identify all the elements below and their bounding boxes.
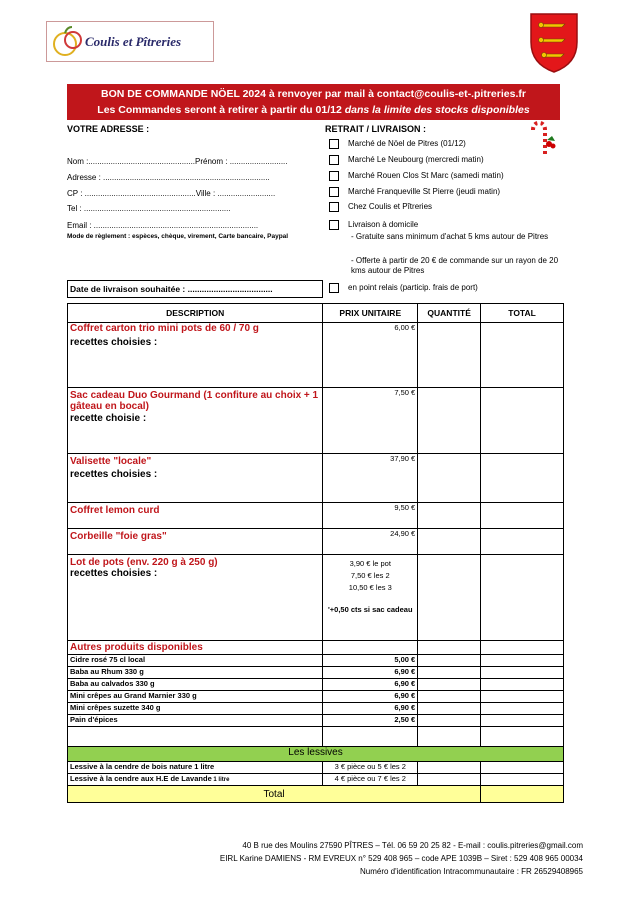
item-name: Sac cadeau Duo Gourmand (1 confiture au choix + 1 gâteau en bocal) <box>70 390 319 412</box>
total-cell[interactable] <box>481 503 564 529</box>
delivery-title: RETRAIT / LIVRAISON : <box>325 124 426 134</box>
table-row <box>68 555 564 641</box>
total-cell[interactable] <box>481 667 564 679</box>
quantity-cell[interactable] <box>418 454 481 503</box>
total-cell[interactable] <box>481 529 564 555</box>
quantity-cell[interactable] <box>418 388 481 454</box>
table-row <box>68 667 564 679</box>
banner-line-2-b: dans la limite des stocks disponibles <box>344 104 530 116</box>
normandy-shield-icon <box>529 12 579 74</box>
item-description <box>68 503 323 529</box>
order-table <box>67 303 564 803</box>
other-price: 6,90 € <box>323 679 418 691</box>
item-sub: recettes choisies : <box>70 469 158 480</box>
checkbox-neubourg[interactable] <box>329 155 339 165</box>
table-row <box>68 655 564 667</box>
option-shop[interactable] <box>329 202 432 212</box>
logo-text: Coulis et Pîtreries <box>85 34 182 49</box>
item-price: 37,90 € <box>323 454 418 503</box>
table-row <box>68 503 564 529</box>
checkbox-pitres[interactable] <box>329 139 339 149</box>
quantity-cell[interactable] <box>418 774 481 786</box>
item-price: 7,50 € <box>323 388 418 454</box>
footer-vat: Numéro d'identification Intracommunautaire : FR 26529408965 <box>360 867 583 876</box>
quantity-cell[interactable] <box>418 529 481 555</box>
quantity-cell[interactable] <box>418 503 481 529</box>
quantity-cell[interactable] <box>418 323 481 388</box>
option-home[interactable] <box>329 220 418 230</box>
table-row <box>68 529 564 555</box>
phone-field[interactable]: Tel : .................................................................. <box>67 204 231 213</box>
others-title-row <box>68 641 564 655</box>
gift-bag-note: '+0,50 cts si sac cadeau <box>327 605 413 614</box>
other-price: 6,90 € <box>323 691 418 703</box>
price-tier-2: 7,50 € les 2 <box>350 571 390 580</box>
header-description: DESCRIPTION <box>68 304 323 323</box>
fruit-logo-icon <box>51 25 85 59</box>
checkbox-franqueville[interactable] <box>329 187 339 197</box>
quantity-cell[interactable] <box>418 655 481 667</box>
option-pitres[interactable] <box>329 139 466 149</box>
option-franqueville[interactable] <box>329 187 500 197</box>
option-relay[interactable] <box>329 283 478 293</box>
price-tier-1: 3,90 € le pot <box>349 559 391 568</box>
table-row <box>68 703 564 715</box>
total-cell[interactable] <box>481 388 564 454</box>
other-price: 5,00 € <box>323 655 418 667</box>
candy-cane-icon <box>525 120 559 156</box>
option-rouen[interactable] <box>329 171 504 181</box>
quantity-cell[interactable] <box>418 762 481 774</box>
header-quantity: QUANTITÉ <box>418 304 481 323</box>
other-price: 6,90 € <box>323 667 418 679</box>
item-price-tiers <box>323 555 418 641</box>
lessive-price: 4 € pièce ou 7 € les 2 <box>323 774 418 786</box>
lessive-size: 1 litre <box>211 777 230 783</box>
total-cell[interactable] <box>481 454 564 503</box>
checkbox-shop[interactable] <box>329 202 339 212</box>
item-description <box>68 555 323 641</box>
item-description <box>68 529 323 555</box>
lessives-title: Les lessives <box>68 747 564 762</box>
payment-methods: Mode de règlement : espèces, chèque, virement, Carte bancaire, Paypal <box>67 233 289 240</box>
total-cell[interactable] <box>481 774 564 786</box>
option-franqueville-label: Marché Franqueville St Pierre (jeudi matin) <box>348 187 501 197</box>
lessives-title-row <box>68 747 564 762</box>
quantity-cell[interactable] <box>418 555 481 641</box>
item-name: Valisette "locale" <box>70 456 152 467</box>
option-neubourg-label: Marché Le Neubourg (mercredi matin) <box>348 155 484 165</box>
footer-address: 40 B rue des Moulins 27590 PÎTRES – Tél. 06 59 20 25 82 - E-mail : coulis.pitreries@gmail.com <box>242 841 583 850</box>
other-name: Mini crêpes suzette 340 g <box>68 703 323 715</box>
quantity-cell[interactable] <box>418 667 481 679</box>
grand-total-cell[interactable] <box>481 786 564 803</box>
quantity-cell[interactable] <box>418 679 481 691</box>
item-description <box>68 388 323 454</box>
other-name: Baba au Rhum 330 g <box>68 667 323 679</box>
total-label: Total <box>68 786 481 803</box>
table-header <box>68 304 564 323</box>
table-row <box>68 679 564 691</box>
option-pitres-label: Marché de Nöel de Pitres (01/12) <box>348 139 466 149</box>
email-field[interactable]: Email : .......................................................................... <box>67 221 259 230</box>
total-cell[interactable] <box>481 762 564 774</box>
header-price: PRIX UNITAIRE <box>323 304 418 323</box>
address-field[interactable]: Adresse : ........................................................................... <box>67 173 270 182</box>
item-sub: recettes choisies : <box>70 568 158 579</box>
total-cell[interactable] <box>481 655 564 667</box>
banner-line-2-a: Les Commandes seront à retirer à partir du 01/12 <box>97 104 345 116</box>
option-shop-label: Chez Coulis et Pîtreries <box>348 202 433 212</box>
lessive-name: Lessive à la cendre de bois nature 1 litre <box>68 762 323 774</box>
lessive-name <box>68 774 323 786</box>
item-name: Coffret carton trio mini pots de 60 / 70 g <box>70 323 259 334</box>
lessive-name-text: Lessive à la cendre aux H.E de Lavande <box>70 774 212 783</box>
option-neubourg[interactable] <box>329 155 484 165</box>
other-price: 6,90 € <box>323 703 418 715</box>
total-cell[interactable] <box>481 679 564 691</box>
price-tier-3: 10,50 € les 3 <box>348 583 392 592</box>
item-price: 6,00 € <box>323 323 418 388</box>
table-row <box>68 454 564 503</box>
total-cell[interactable] <box>481 323 564 388</box>
empty-row <box>68 727 564 747</box>
delivery-date-field[interactable]: Date de livraison souhaitée : .................................... <box>67 280 323 298</box>
table-row <box>68 323 564 388</box>
item-sub: recettes choisies : <box>70 337 158 348</box>
banner-line-1: BON DE COMMANDE NÖEL 2024 à renvoyer par mail à contact@coulis-et-.pitreries.fr <box>101 88 526 100</box>
item-price: 24,90 € <box>323 529 418 555</box>
postcode-city-field[interactable]: CP : ..................................................Ville : .......................... <box>67 189 276 198</box>
option-relay-label: en point relais (particip. frais de port) <box>348 283 478 293</box>
address-title: VOTRE ADRESSE : <box>67 124 150 134</box>
table-row <box>68 762 564 774</box>
quantity-cell[interactable] <box>418 703 481 715</box>
item-description <box>68 454 323 503</box>
item-price: 9,50 € <box>323 503 418 529</box>
total-cell[interactable] <box>481 691 564 703</box>
other-name: Mini crêpes au Grand Marnier 330 g <box>68 691 323 703</box>
others-title: Autres produits disponibles <box>68 641 323 655</box>
checkbox-rouen[interactable] <box>329 171 339 181</box>
home-note-2: - Offerte à partir de 20 € de commande sur un rayon de 20 kms autour de Pitres <box>351 256 559 275</box>
item-name: Corbeille "foie gras" <box>70 531 167 542</box>
header-total: TOTAL <box>481 304 564 323</box>
option-rouen-label: Marché Rouen Clos St Marc (samedi matin) <box>348 171 504 181</box>
item-name: Lot de pots (env. 220 g à 250 g) <box>70 557 218 568</box>
footer-company: EIRL Karine DAMIENS - RM EVREUX n° 529 408 965 – code APE 1039B – Siret : 529 408 965 00034 <box>219 854 583 863</box>
quantity-cell[interactable] <box>418 715 481 727</box>
table-row <box>68 774 564 786</box>
other-name: Baba au calvados 330 g <box>68 679 323 691</box>
banner-line-2 <box>67 102 560 118</box>
total-cell[interactable] <box>481 555 564 641</box>
item-sub: recette choisie : <box>70 413 147 424</box>
table-row <box>68 715 564 727</box>
total-cell[interactable] <box>481 715 564 727</box>
order-banner <box>67 84 560 120</box>
other-name: Pain d'épices <box>68 715 323 727</box>
name-field[interactable]: Nom :................................................Prénom : .......................... <box>67 157 288 166</box>
item-description <box>68 323 323 388</box>
checkbox-relay[interactable] <box>329 283 339 293</box>
other-name: Cidre rosé 75 cl local <box>68 655 323 667</box>
item-name: Coffret lemon curd <box>70 505 160 516</box>
footer <box>40 839 583 878</box>
lessive-price: 3 € pièce ou 5 € les 2 <box>323 762 418 774</box>
other-price: 2,50 € <box>323 715 418 727</box>
total-cell[interactable] <box>481 703 564 715</box>
quantity-cell[interactable] <box>418 691 481 703</box>
table-row <box>68 691 564 703</box>
table-row <box>68 388 564 454</box>
logo <box>46 21 214 62</box>
total-row <box>68 786 564 803</box>
checkbox-home[interactable] <box>329 220 339 230</box>
home-note-1: - Gratuite sans minimum d'achat 5 kms autour de Pitres <box>351 232 549 241</box>
option-home-label: Livraison à domicile <box>348 220 419 230</box>
